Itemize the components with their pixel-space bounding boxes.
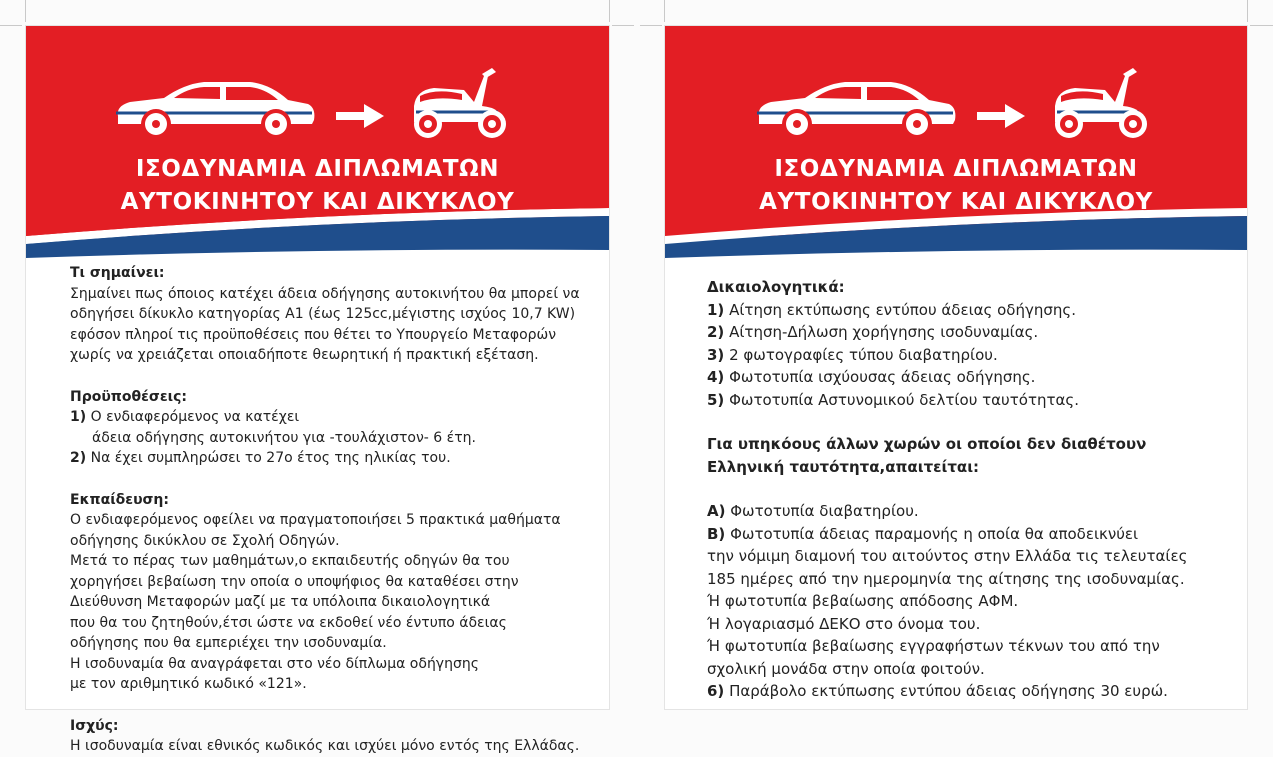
- document-item: [707, 321, 1227, 344]
- training-line: οδήγησης δικύκλου σε Σχολή Οδηγών.: [70, 532, 340, 549]
- item-number: 2): [70, 450, 87, 466]
- item-text: Παράβολο εκτύπωσης εντύπου άδειας οδήγησης 30 ευρώ.: [729, 682, 1168, 700]
- item-number: 1): [70, 409, 87, 425]
- item-text: Φωτοτυπία διαβατηρίου.: [730, 502, 919, 520]
- training-line: Μετά το πέρας των μαθημάτων,ο εκπαιδευτής οδηγών θα του: [70, 553, 510, 569]
- title-line-2: ΑΥΤΟΚΙΝΗΤΟΥ ΚΑΙ ΔΙΚΥΚΛΟΥ: [759, 189, 1153, 215]
- training-line: Διεύθυνση Μεταφορών μαζί με τα υπόλοιπα δικαιολογητικά: [70, 594, 491, 610]
- training-line: χορηγήσει βεβαίωση την οποία ο υποψήφιος θα καταθέσει στην: [70, 573, 519, 590]
- fee-item: [707, 680, 1227, 703]
- requirement-item-2: [70, 448, 589, 469]
- crop-mark: [640, 25, 662, 26]
- item-text: 2 φωτογραφίες τύπου διαβατηρίου.: [729, 345, 998, 364]
- scooter-icon: [1047, 66, 1151, 142]
- item-number: 1): [707, 300, 725, 319]
- item-text: Φωτοτυπία ισχύουσας άδειας οδήγησης.: [729, 368, 1036, 386]
- training-line: Η ισοδυναμία θα αναγράφεται στο νέο δίπλωμα οδήγησης: [70, 655, 479, 672]
- item-text: Φωτοτυπία άδειας παραμονής η οποία θα αποδεικνύει: [730, 524, 1139, 543]
- title-line-1: ΙΣΟΔΥΝΑΜΙΑ ΔΙΠΛΩΜΑΤΩΝ: [774, 156, 1138, 182]
- document-item: [707, 344, 1227, 367]
- arrow-right-icon: [336, 104, 384, 128]
- document-item: [707, 299, 1227, 322]
- document-item: [707, 389, 1227, 412]
- foreigners-item-b-line: την νόμιμη διαμονή του αιτούντος στην Ελλάδα τις τελευταίες: [707, 547, 1188, 565]
- card-body: [70, 236, 589, 757]
- meaning-line: οδηγήσει δίκυκλο κατηγορίας Α1 (έως 125cc,μέγιστης ισχύος 10,7 KW): [70, 306, 576, 322]
- training-heading: Εκπαίδευση:: [70, 491, 169, 508]
- info-card-right: [665, 26, 1247, 709]
- item-number: Β): [707, 524, 726, 543]
- item-number: 4): [707, 368, 725, 386]
- requirement-item-1: [70, 407, 589, 428]
- crop-mark: [1250, 25, 1273, 26]
- item-text: Ο ενδιαφερόμενος να κατέχει: [90, 409, 300, 425]
- item-text: Αίτηση-Δήλωση χορήγησης ισοδυναμίας.: [729, 323, 1039, 341]
- item-text: Να έχει συμπληρώσει το 27ο έτος της ηλικίας του.: [90, 450, 451, 466]
- foreigners-item-b-line: Ή φωτοτυπία βεβαίωσης απόδοσης ΑΦΜ.: [707, 592, 1019, 610]
- meaning-line: χωρίς να χρειάζεται οποιαδήποτε θεωρητική ή πρακτική εξέταση.: [70, 347, 539, 363]
- foreigners-item-b-line: 185 ημέρες από την ημερομηνία της αίτησης της ισοδυναμίας.: [707, 569, 1185, 588]
- crop-mark: [0, 25, 22, 26]
- item-number: Α): [707, 502, 726, 520]
- requirements-heading: Προϋποθέσεις:: [70, 388, 187, 405]
- crop-mark: [612, 25, 634, 26]
- meaning-heading: Τι σημαίνει:: [70, 265, 165, 281]
- item-number: 2): [707, 323, 725, 341]
- item-number: 6): [707, 682, 725, 700]
- training-line: Ο ενδιαφερόμενος οφείλει να πραγματοποιήσει 5 πρακτικά μαθήματα: [70, 512, 561, 528]
- info-card-left: [26, 26, 609, 754]
- arrow-right-icon: [977, 104, 1025, 128]
- meaning-line: Σημαίνει πως όποιος κατέχει άδεια οδήγησης αυτοκινήτου θα μπορεί να: [70, 285, 580, 302]
- foreigners-item-b-line: σχολική μονάδα στην οποία φοιτούν.: [707, 659, 985, 678]
- banner-title: [665, 153, 1247, 219]
- requirement-item-1-cont: άδεια οδήγησης αυτοκινήτου για -τουλάχιστον- 6 έτη.: [92, 429, 476, 446]
- foreigners-item-b-line: Ή λογαριασμό ΔΕΚΟ στο όνομα του.: [707, 614, 981, 633]
- foreigners-heading-cont: Ελληνική ταυτότητα,απαιτείται:: [707, 457, 980, 476]
- car-icon: [753, 78, 957, 140]
- banner-title: [26, 153, 609, 219]
- training-line: με τον αριθμητικό κωδικό «121».: [70, 676, 307, 692]
- car-icon: [112, 78, 316, 140]
- training-line: οδήγησης που θα εμπεριέχει την ισοδυναμία.: [70, 635, 387, 651]
- meaning-line: εφόσον πληροί τις προϋποθέσεις που θέτει το Υπουργείο Μεταφορών: [70, 326, 557, 343]
- validity-heading: Ισχύς:: [70, 717, 119, 734]
- validity-line: Η ισοδυναμία είναι εθνικός κωδικός και ισχύει μόνο εντός της Ελλάδας.: [70, 738, 580, 754]
- training-line: που θα του ζητηθούν,έτσι ώστε να εκδοθεί νέο έντυπο άδειας: [70, 614, 507, 631]
- documents-heading: Δικαιολογητικά:: [707, 278, 845, 296]
- title-line-2: ΑΥΤΟΚΙΝΗΤΟΥ ΚΑΙ ΔΙΚΥΚΛΟΥ: [120, 189, 515, 215]
- foreigners-item-a: [707, 500, 1227, 523]
- title-line-1: ΙΣΟΔΥΝΑΜΙΑ ΔΙΠΛΩΜΑΤΩΝ: [135, 156, 500, 182]
- item-number: 3): [707, 345, 725, 364]
- item-number: 5): [707, 390, 725, 409]
- item-text: Αίτηση εκτύπωσης εντύπου άδειας οδήγησης.: [729, 300, 1076, 319]
- item-text: Φωτοτυπία Αστυνομικού δελτίου ταυτότητας.: [729, 390, 1079, 409]
- foreigners-heading: Για υπηκόους άλλων χωρών οι οποίοι δεν διαθέτουν: [707, 435, 1147, 453]
- foreigners-item-b: [707, 523, 1227, 546]
- document-item: [707, 366, 1227, 389]
- card-body: [707, 236, 1227, 703]
- crop-mark: [664, 0, 665, 22]
- scooter-icon: [406, 66, 510, 142]
- crop-mark: [25, 0, 26, 22]
- crop-mark: [1247, 0, 1248, 22]
- foreigners-item-b-line: Ή φωτοτυπία βεβαίωσης εγγραφήστων τέκνων του από την: [707, 637, 1160, 655]
- crop-mark: [609, 0, 610, 22]
